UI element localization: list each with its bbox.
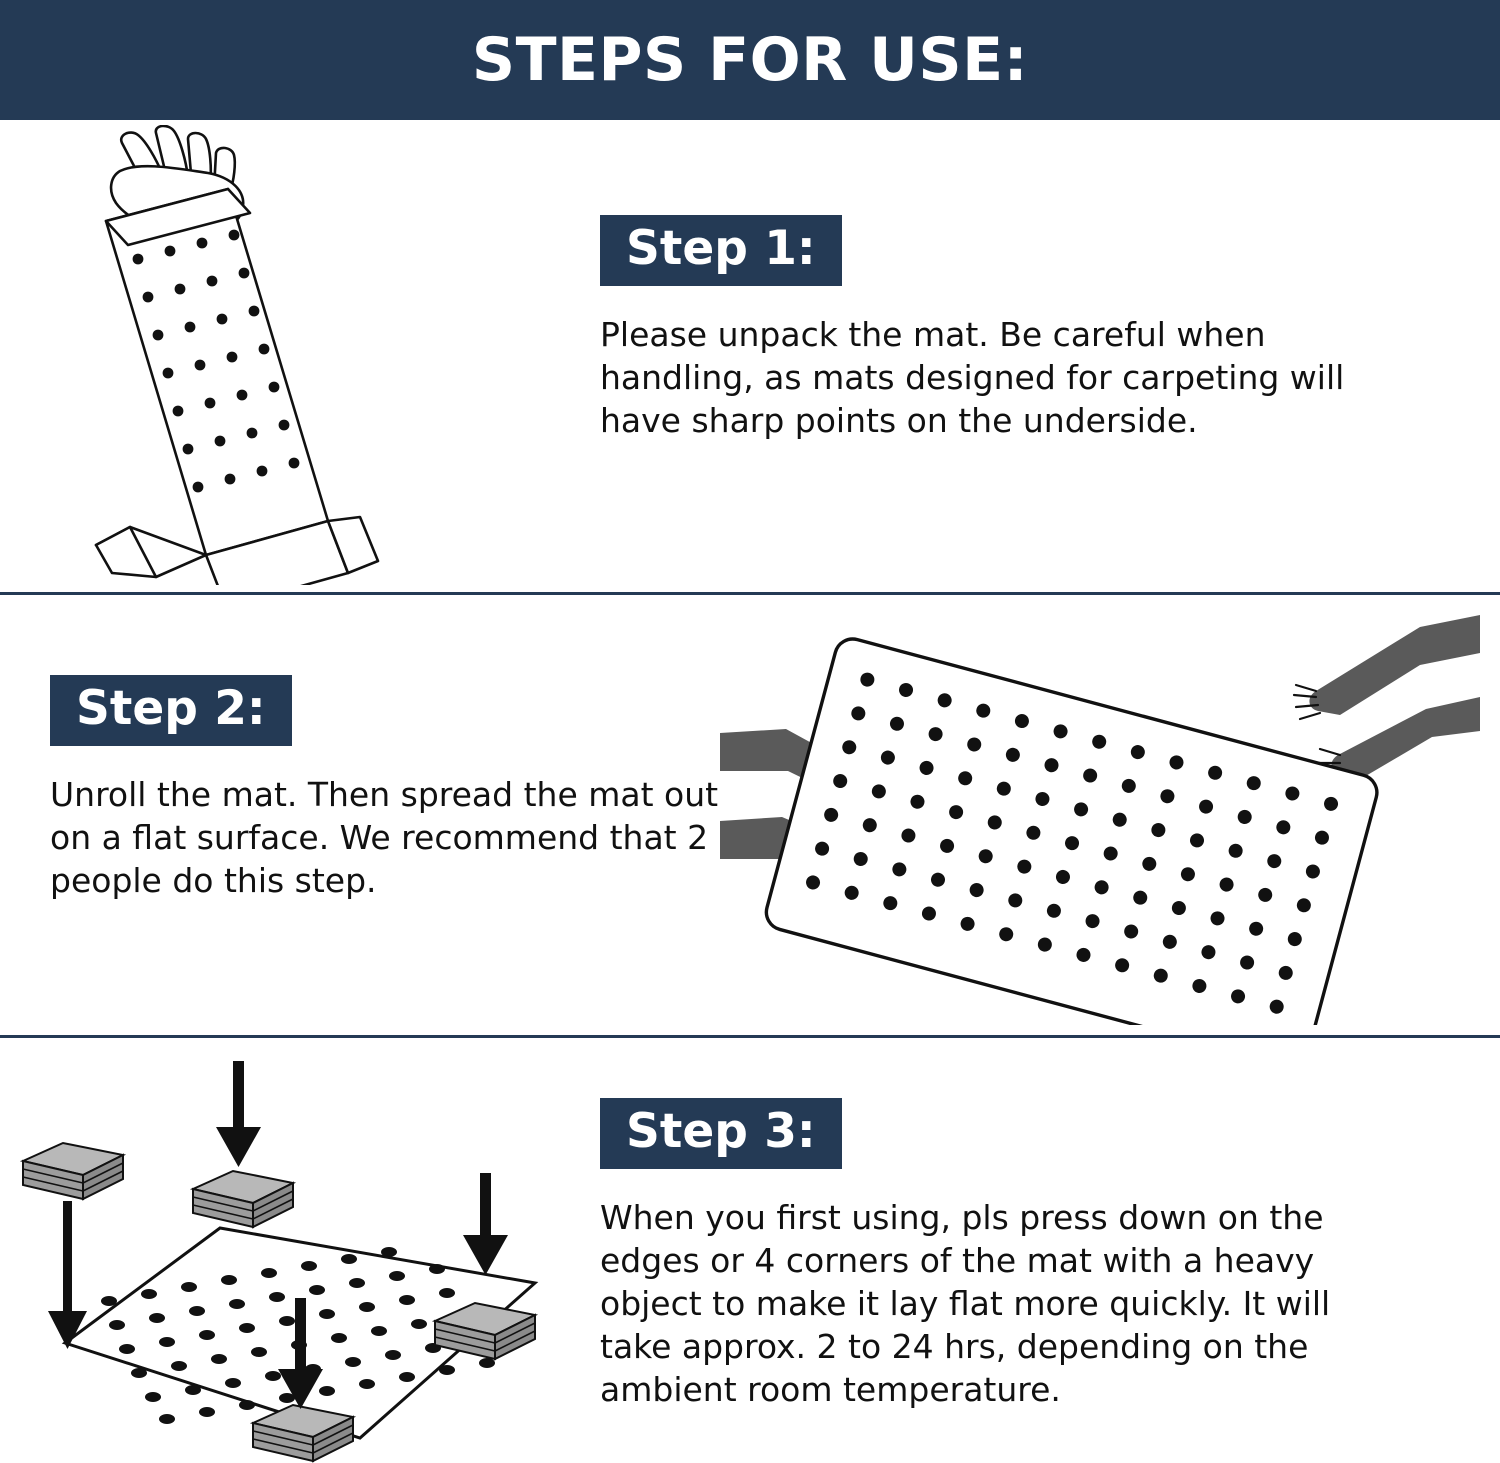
hand-unpacking-rolled-mat-icon: [60, 125, 480, 585]
step-1-badge: Step 1:: [600, 215, 842, 286]
step-3-description: When you first using, pls press down on the edges or 4 corners of the mat with a heavy object to make it lay flat more quickly. It will take approx. 2 to 24 hrs, depending on the ambient room temperature.: [600, 1198, 1331, 1409]
header-banner: [0, 0, 1500, 120]
page-title: STEPS FOR USE:: [471, 25, 1029, 95]
step-3-badge: Step 3:: [600, 1098, 842, 1169]
step-2-badge: Step 2:: [50, 675, 292, 746]
step-2-description: Unroll the mat. Then spread the mat out on a flat surface. We recommend that 2 people do this step.: [50, 775, 719, 900]
step-2-illustration-cell: [740, 595, 1500, 1035]
step-1-description: Please unpack the mat. Be careful when handling, as mats designed for carpeting will have sharp points on the underside.: [600, 315, 1345, 440]
step-1-text-cell: [600, 120, 1500, 592]
step-3-illustration-cell: [0, 1038, 600, 1463]
two-people-spreading-mat-icon: [720, 605, 1480, 1025]
step-row-1: [0, 120, 1500, 592]
step-row-3: [0, 1038, 1500, 1463]
step-3-text-cell: [600, 1038, 1500, 1463]
step-row-2: [0, 595, 1500, 1035]
step-1-illustration-cell: [0, 120, 600, 592]
step-2-text-cell: [0, 595, 740, 1035]
weights-pressing-mat-corners-icon: [5, 1053, 595, 1463]
